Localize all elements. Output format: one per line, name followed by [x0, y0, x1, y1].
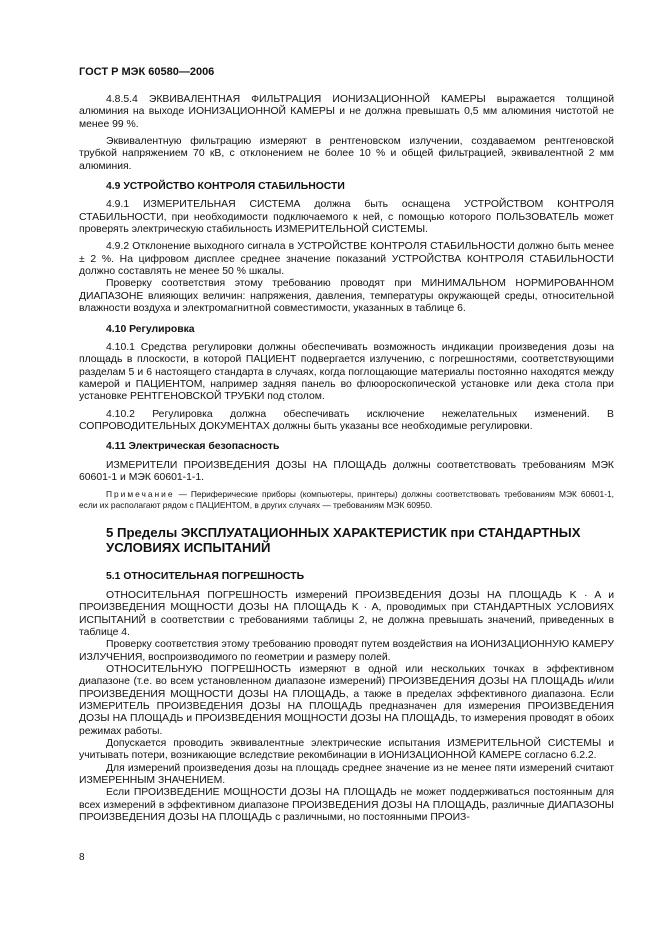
body-paragraph: 4.10.2 Регулировка должна обеспечивать исключение нежелательных изменений. В СОПРОВОДИТЕЛЬНЫХ ДОКУМЕНТАХ должны быть указаны все необходимые регулировки. [79, 408, 614, 432]
note-paragraph [79, 489, 614, 510]
subsection-heading: 4.9 УСТРОЙСТВО КОНТРОЛЯ СТАБИЛЬНОСТИ [106, 181, 345, 193]
body-paragraph: 4.9.2 Отклонение выходного сигнала в УСТРОЙСТВЕ КОНТРОЛЯ СТАБИЛЬНОСТИ должно быть менее ± 2 %. На цифровом дисплее среднее значение показаний УСТРОЙСТВА КОНТРОЛЯ СТАБИЛЬНОСТИ должно составлять не менее 50 % шкалы. [79, 241, 614, 278]
body-paragraph: Проверку соответствия этому требованию проводят при МИНИМАЛЬНОМ НОРМИРОВАННОМ ДИАПАЗОНЕ влияющих величин: напряжения, давления, температуры окружающей среды, относительной влажности воздуха и электромагнитной совместимости, указанных в таблице 6. [79, 278, 614, 315]
body-paragraph: 4.8.5.4 ЭКВИВАЛЕНТНАЯ ФИЛЬТРАЦИЯ ИОНИЗАЦИОННОЙ КАМЕРЫ выражается толщиной алюминия на выходе ИОНИЗАЦИОННОЙ КАМЕРЫ и не должна превышать 0,5 мм алюминия чистотой не менее 99 %. [79, 94, 614, 130]
body-paragraph: ОТНОСИТЕЛЬНУЮ ПОГРЕШНОСТЬ измеряют в одной или нескольких точках в эффективном диапазоне (т.е. во всем установленном диапазоне измерений) ПРОИЗВЕДЕНИЯ ДОЗЫ НА ПЛОЩАДЬ и/или ПРОИЗВЕДЕНИЯ МОЩНОСТИ ДОЗЫ НА ПЛОЩАДЬ, а также в пределах эффективного диапазона. Если ИЗМЕРИТЕЛЬ ПРОИЗВЕДЕНИЯ ДОЗЫ НА ПЛОЩАДЬ предназначен для измерения ПРОИЗВЕДЕНИЯ ДОЗЫ НА ПЛОЩАДЬ и ПРОИЗВЕДЕНИЯ МОЩНОСТИ ДОЗЫ НА ПЛОЩАДЬ, то измерения проводят в обоих режимах работы. [79, 663, 614, 737]
body-paragraph: 4.10.1 Средства регулировки должны обеспечивать возможность индикации произведения дозы на площадь в плоскости, в которой ПАЦИЕНТ подвергается излучению, с погрешностями, соответствующими разделам 5 и 6 настоящего стандарта в случаях, когда поглощающие материалы постоянно находятся между камерой и ПАЦИЕНТОМ, например задняя панель во флюороскопической установке или дека стола при установке РЕНТГЕНОВСКОЙ ТРУБКИ под столом. [79, 341, 614, 403]
body-paragraph: Допускается проводить эквивалентные электрические испытания ИЗМЕРИТЕЛЬНОЙ СИСТЕМЫ и учитывать потери, возникающие вследствие рекомбинации в ИОНИЗАЦИОННОЙ КАМЕРЕ согласно 6.2.2. [79, 737, 614, 762]
body-paragraph: ОТНОСИТЕЛЬНАЯ ПОГРЕШНОСТЬ измерений ПРОИЗВЕДЕНИЯ ДОЗЫ НА ПЛОЩАДЬ K · A и ПРОИЗВЕДЕНИЯ МОЩНОСТИ ДОЗЫ НА ПЛОЩАДЬ K · A, проводимых при СТАНДАРТНЫХ УСЛОВИЯХ ИСПЫТАНИЙ в соответствии с требованиями таблицы 2, не должна превышать значений, приведенных в таблице 4. [79, 589, 614, 638]
body-paragraph: 4.9.1 ИЗМЕРИТЕЛЬНАЯ СИСТЕМА должна быть оснащена УСТРОЙСТВОМ КОНТРОЛЯ СТАБИЛЬНОСТИ, при необходимости подключаемого к ней, с помощью которого ПОЛЬЗОВАТЕЛЬ может проверять электрическую стабильность ИЗМЕРИТЕЛЬНОЙ СИСТЕМЫ. [79, 199, 614, 236]
note-text: — Периферические приборы (компьютеры, принтеры) должны соответствовать требованиям МЭК 60601-1, если их располагают рядом с ПАЦИЕНТОМ, в других случаях — требованиям МЭК 60950. [79, 489, 614, 510]
body-paragraph: Для измерений произведения дозы на площадь среднее значение из не менее пяти измерений считают ИЗМЕРЕННЫМ ЗНАЧЕНИЕМ. [79, 762, 614, 786]
section-heading: 5 Пределы ЭКСПЛУАТАЦИОННЫХ ХАРАКТЕРИСТИК при СТАНДАРТНЫХ УСЛОВИЯХ ИСПЫТАНИЙ [106, 525, 581, 556]
subsection-heading: 5.1 ОТНОСИТЕЛЬНАЯ ПОГРЕШНОСТЬ [106, 571, 305, 583]
body-paragraph: ИЗМЕРИТЕЛИ ПРОИЗВЕДЕНИЯ ДОЗЫ НА ПЛОЩАДЬ должны соответствовать требованиям МЭК 60601-1 и МЭК 60601-1-1. [79, 459, 614, 483]
subsection-heading: 4.11 Электрическая безопасность [106, 441, 280, 453]
page-number: 8 [79, 852, 85, 863]
body-paragraph: Если ПРОИЗВЕДЕНИЕ МОЩНОСТИ ДОЗЫ НА ПЛОЩАДЬ не может поддерживаться постоянным для всех измерений в эффективном диапазоне ПРОИЗВЕДЕНИЯ ДОЗЫ НА ПЛОЩАДЬ, различные ДИАПАЗОНЫ ПРОИЗВЕДЕНИЯ ДОЗЫ НА ПЛОЩАДЬ с различными, но постоянными ПРОИЗ- [79, 787, 614, 823]
page-body [79, 94, 614, 829]
standard-header: ГОСТ Р МЭК 60580—2006 [79, 66, 215, 78]
subsection-heading: 4.10 Регулировка [106, 323, 195, 335]
body-paragraph: Проверку соответствия этому требованию проводят путем воздействия на ИОНИЗАЦИОННУЮ КАМЕРУ ИЗЛУЧЕНИЯ, воспроизводимого по геометрии и размеру полей. [79, 639, 614, 663]
note-label: Примечание [106, 489, 175, 500]
body-paragraph: Эквивалентную фильтрацию измеряют в рентгеновском излучении, создаваемом рентгеновской трубкой напряжением 70 кВ, с отклонением не более 10 % и общей фильтрацией, эквивалентной 2 мм алюминия. [79, 136, 614, 172]
